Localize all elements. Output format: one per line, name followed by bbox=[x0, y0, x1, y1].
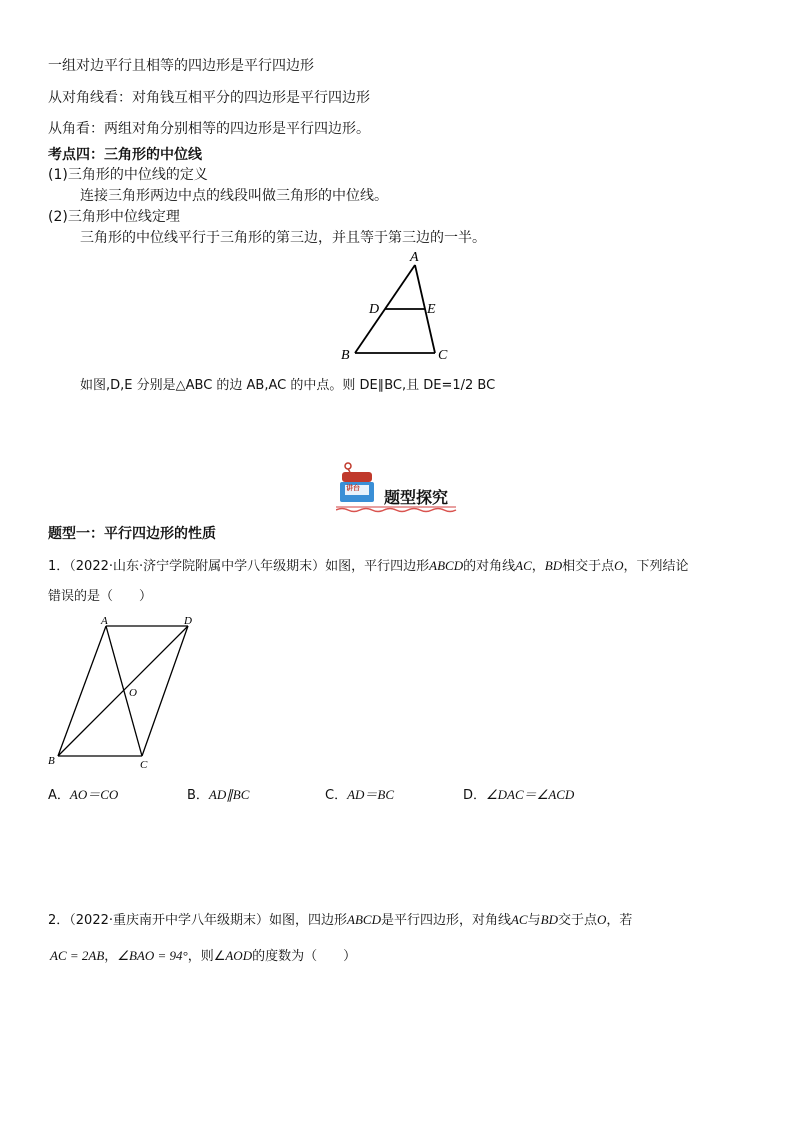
theorem-heading: (2)三角形中位线定理 bbox=[48, 209, 180, 225]
label-d: D bbox=[184, 615, 192, 627]
question-1-stem-line2: 错误的是（ ） bbox=[48, 589, 153, 604]
text-line-1: 一组对边平行且相等的四边形是平行四边形 bbox=[48, 58, 314, 74]
type1-title: 题型一：平行四边形的性质 bbox=[48, 526, 216, 542]
definition-text: 连接三角形两边中点的线段叫做三角形的中位线。 bbox=[80, 188, 388, 204]
option-d[interactable] bbox=[463, 784, 574, 803]
q2-condition-2: ∠BAO = 94° bbox=[117, 948, 188, 963]
option-a-letter: A． bbox=[48, 788, 70, 803]
q2-aod: AOD bbox=[225, 948, 253, 963]
q2-number: 2． bbox=[48, 913, 70, 928]
q2-stem-part2: 是平行四边形，对角线 bbox=[380, 913, 511, 928]
option-c-text: AD＝BC bbox=[347, 787, 395, 802]
label-a: A bbox=[410, 250, 419, 265]
label-d: D bbox=[369, 302, 380, 317]
option-a[interactable] bbox=[48, 784, 118, 803]
question-2-stem bbox=[48, 909, 632, 928]
q2-stem-part5: ，则∠ bbox=[187, 949, 226, 964]
q2-bd: BD bbox=[540, 912, 558, 927]
q1-comma: ， bbox=[531, 559, 545, 574]
option-b[interactable] bbox=[187, 784, 249, 803]
q2-condition-1: AC = 2AB bbox=[50, 948, 105, 963]
q1-stem-part3: 相交于点 bbox=[562, 559, 615, 574]
side-dc bbox=[142, 626, 188, 756]
q1-stem-part1: 如图，平行四边形 bbox=[325, 559, 430, 574]
label-e: E bbox=[427, 302, 436, 317]
triangle-caption: 如图,D,E 分别是△ABC 的边 AB,AC 的中点。则 DE∥BC,且 DE=1/2 BC bbox=[80, 378, 496, 393]
parallelogram-figure bbox=[44, 612, 204, 772]
option-c[interactable] bbox=[325, 784, 394, 803]
question-2-stem-line2 bbox=[50, 945, 356, 964]
label-b: B bbox=[48, 755, 55, 767]
section-title-point4: 考点四：三角形的中位线 bbox=[48, 147, 202, 163]
q1-abcd: ABCD bbox=[429, 558, 464, 573]
option-b-letter: B． bbox=[187, 788, 209, 803]
option-a-text: AO＝CO bbox=[69, 787, 119, 802]
q1-stem-part4: ，下列结论 bbox=[623, 559, 689, 574]
label-b: B bbox=[341, 348, 350, 363]
q2-with: 与 bbox=[527, 913, 541, 928]
banner-badge: 讲台 bbox=[346, 484, 360, 492]
q2-abcd: ABCD bbox=[347, 912, 381, 927]
q2-source: （2022·重庆南开中学八年级期末） bbox=[69, 913, 269, 928]
q2-stem-part3: 交于点 bbox=[557, 913, 597, 928]
q2-stem-part4: ，若 bbox=[606, 913, 633, 928]
q1-bd: BD bbox=[544, 558, 563, 573]
q1-source: （2022·山东·济宁学院附属中学八年级期末） bbox=[69, 559, 326, 574]
q1-stem-part2: 的对角线 bbox=[463, 559, 516, 574]
theorem-text: 三角形的中位线平行于三角形的第三边，并且等于第三边的一半。 bbox=[80, 230, 486, 246]
q2-stem-part6: 的度数为（ ） bbox=[252, 949, 357, 964]
triangle-midline-figure bbox=[335, 245, 455, 365]
option-b-text: AD∥BC bbox=[208, 787, 250, 802]
q1-number: 1． bbox=[48, 559, 70, 574]
option-c-letter: C． bbox=[325, 788, 348, 803]
section-banner bbox=[336, 458, 466, 514]
label-o: O bbox=[129, 687, 137, 699]
q2-ac: AC bbox=[510, 912, 528, 927]
text-line-3: 从角看：两组对角分别相等的四边形是平行四边形。 bbox=[48, 121, 370, 137]
question-1-stem bbox=[48, 555, 689, 574]
q1-ac: AC bbox=[515, 558, 532, 573]
option-d-text: ∠DAC＝∠ACD bbox=[486, 787, 575, 802]
diagonal-bd bbox=[58, 626, 188, 756]
label-a: A bbox=[101, 615, 108, 627]
q1-o: O bbox=[614, 558, 624, 573]
option-d-letter: D． bbox=[463, 788, 487, 803]
text-line-2: 从对角线看：对角钱互相平分的四边形是平行四边形 bbox=[48, 90, 370, 106]
q2-separator: ， bbox=[104, 949, 118, 964]
banner-title: 题型探究 bbox=[384, 488, 449, 507]
side-ab bbox=[58, 626, 106, 756]
label-c: C bbox=[140, 759, 148, 771]
definition-heading: (1)三角形的中位线的定义 bbox=[48, 167, 208, 183]
label-c: C bbox=[438, 348, 448, 363]
q2-stem-part1: 如图，四边形 bbox=[269, 913, 348, 928]
q2-o: O bbox=[596, 912, 607, 927]
